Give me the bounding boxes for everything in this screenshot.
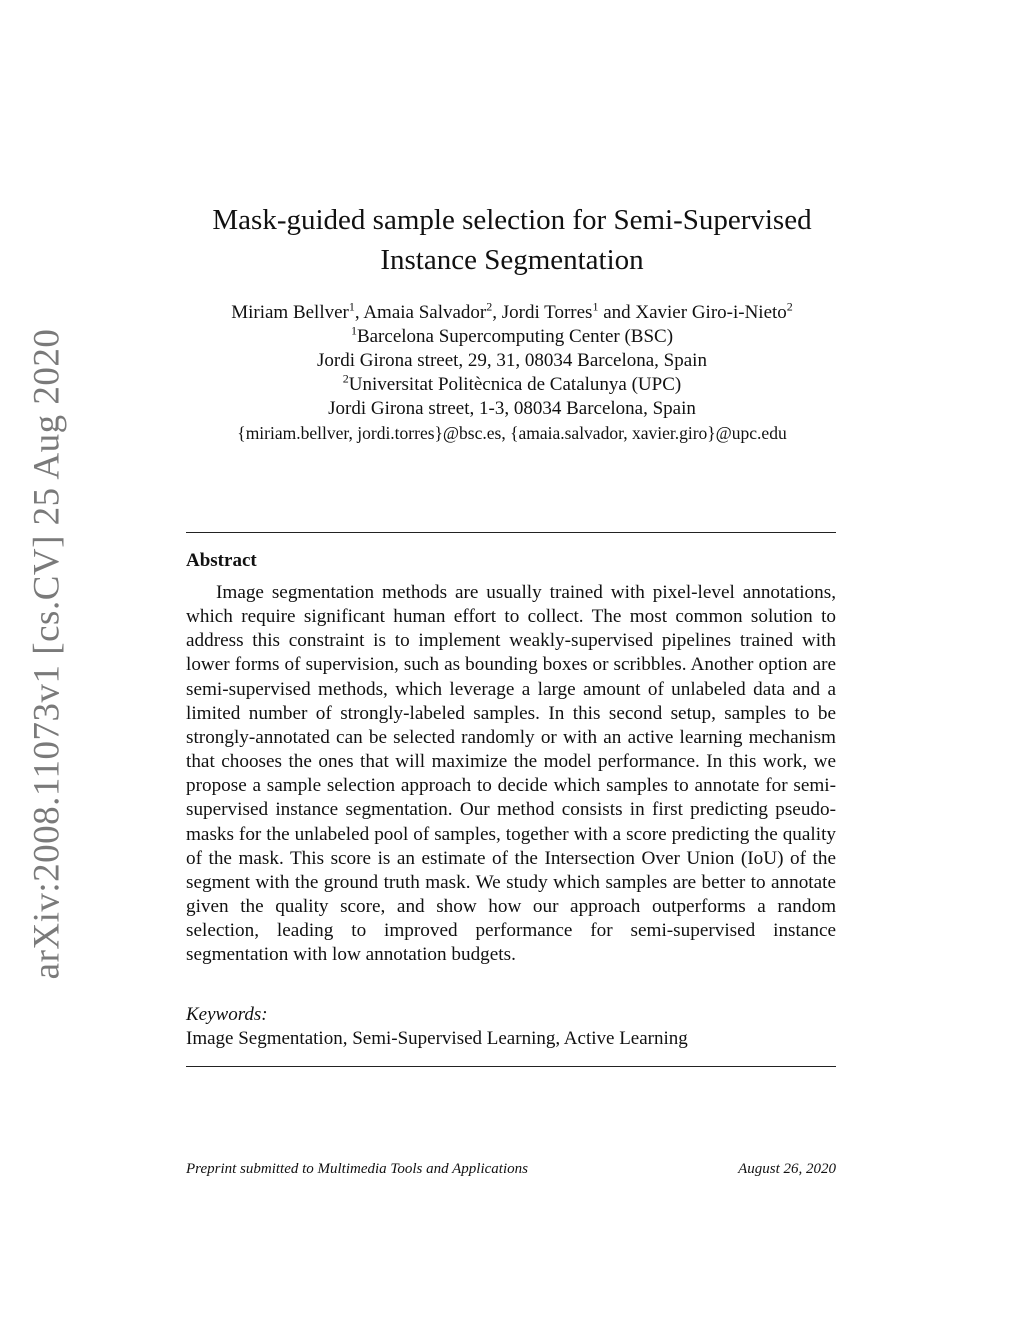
author-separator: , <box>354 302 364 323</box>
arxiv-identifier-stamp: arXiv:2008.11073v1 [cs.CV] 25 Aug 2020 <box>26 328 68 980</box>
affiliation-1-name: $^1$Barcelona Supercomputing Center (BSC) <box>350 323 674 347</box>
affiliation-mark: 1 <box>348 299 355 314</box>
affiliation-mark: 2 <box>342 371 349 386</box>
author-name: Xavier Giro-i-Nieto <box>635 302 787 323</box>
paper-title-line-2: Instance Segmentation <box>380 244 644 276</box>
author-list <box>0 301 1024 325</box>
paper-title-line-1: Mask-guided sample selection for Semi-Supervised <box>212 204 812 236</box>
affiliation-mark: 1 <box>350 323 357 338</box>
affiliation-2-address: Jordi Girona street, 1-3, 08034 Barcelona, Spain <box>328 398 696 419</box>
abstract-heading: Abstract <box>186 550 257 571</box>
author-emails: {miriam.bellver, jordi.torres}@bsc.es, {amaia.salvador, xavier.giro}@upc.edu <box>237 423 787 443</box>
abstract-body: Image segmentation methods are usually trained with pixel-level annotations, which require significant human effort to collect. The most common solution to address this constraint is to implement weakly-supervised pipelines trained with lower forms of supervision, such as bounding boxes or scribbles. Another option are semi-supervised methods, which leverage a large amount of unlabeled data and a limited number of strongly-labeled samples. In this second setup, samples to be strongly-annotated can be selected randomly or with an active learning mechanism that chooses the ones that will maximize the model performance. In this work, we propose a sample selection approach to decide which samples to annotate for semi-supervised instance segmentation. Our method consists in first predicting pseudo-masks for the unlabeled pool of samples, together with a score predicting the quality of the mask. This score is an estimate of the Intersection Over Union (IoU) of the segment with the ground truth mask. We study which samples are better to annotate given the quality score, and show how our approach outperforms a random selection, leading to improved performance for semi-supervised instance segmentation with low annotation budgets. <box>186 582 836 966</box>
bottom-divider <box>186 1066 836 1067</box>
author-block <box>0 301 1024 445</box>
top-divider <box>186 532 836 533</box>
author-name: Miriam Bellver <box>231 302 349 323</box>
affiliation-1-address: Jordi Girona street, 29, 31, 08034 Barcelona, Spain <box>317 350 707 371</box>
preprint-date: August 26, 2020 <box>738 1161 836 1177</box>
author-separator: , <box>492 302 502 323</box>
author-name: Amaia Salvador <box>363 302 487 323</box>
affiliation-mark: 1 <box>592 299 599 314</box>
keywords-label: Keywords: <box>186 1004 268 1025</box>
author-name: Jordi Torres <box>501 302 593 323</box>
keywords-text: Image Segmentation, Semi-Supervised Learning, Active Learning <box>186 1028 688 1049</box>
paper-title <box>0 200 1024 280</box>
affiliation-mark: 2 <box>786 299 793 314</box>
author-separator: and <box>598 302 636 323</box>
affiliation-2-name: $^2$Universitat Politècnica de Catalunya (UPC) <box>342 371 682 395</box>
affiliation-mark: 2 <box>486 299 493 314</box>
preprint-note: Preprint submitted to Multimedia Tools and Applications <box>186 1161 528 1177</box>
